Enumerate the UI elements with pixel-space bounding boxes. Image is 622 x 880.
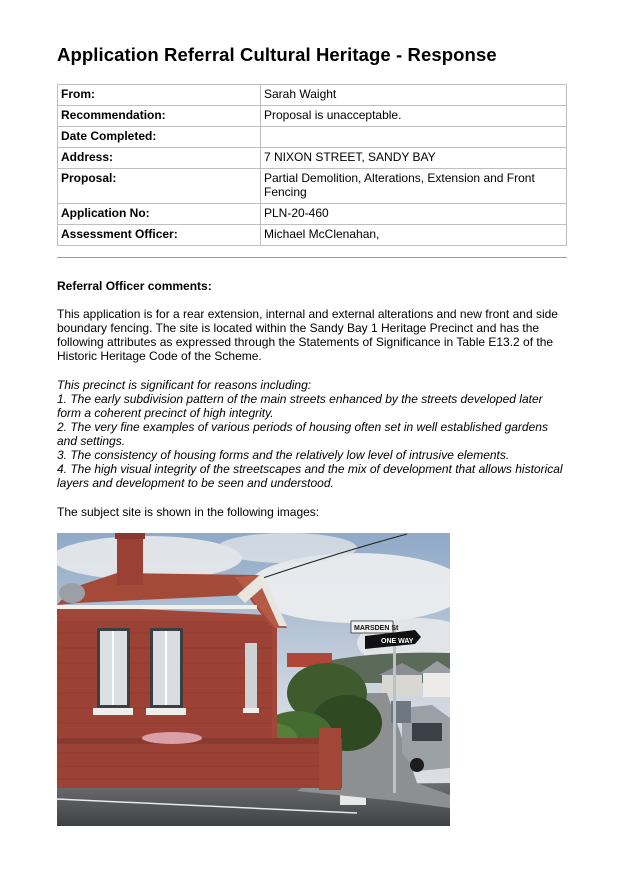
table-row xyxy=(58,225,567,246)
details-table xyxy=(57,84,567,246)
table-row xyxy=(58,106,567,127)
address-value: 7 NIXON STREET, SANDY BAY xyxy=(261,148,567,169)
table-row xyxy=(58,148,567,169)
images-intro: The subject site is shown in the following images: xyxy=(57,505,320,519)
from-label: From: xyxy=(58,85,261,106)
table-row xyxy=(58,85,567,106)
section-divider xyxy=(57,257,567,258)
proposal-label: Proposal: xyxy=(58,169,261,204)
table-row xyxy=(58,204,567,225)
site-photo xyxy=(57,533,450,826)
date-completed-label: Date Completed: xyxy=(58,127,261,148)
recommendation-value: Proposal is unacceptable. xyxy=(261,106,567,127)
significance-block xyxy=(57,378,569,490)
intro-paragraph: This application is for a rear extension, internal and external alterations and new front and side boundary fencing. The site is located within the Sandy Bay 1 Heritage Precinct and has the following attributes as expressed through the Statements of Significance in Table E13.2 of the Historic Heritage Code of the Scheme. xyxy=(57,307,558,363)
address-label: Address: xyxy=(58,148,261,169)
table-row xyxy=(58,169,567,204)
assessment-officer-label: Assessment Officer: xyxy=(58,225,261,246)
one-way-sign-text: ONE WAY xyxy=(381,638,414,645)
proposal-value: Partial Demolition, Alterations, Extension and Front Fencing xyxy=(261,169,567,204)
application-no-label: Application No: xyxy=(58,204,261,225)
list-item: 2. The very fine examples of various periods of housing often set in well established gardens and settings. xyxy=(57,420,548,448)
table-row xyxy=(58,127,567,148)
page-title: Application Referral Cultural Heritage - Response xyxy=(57,44,497,65)
street-sign-text: MARSDEN St xyxy=(354,625,399,632)
from-value: Sarah Waight xyxy=(261,85,567,106)
list-item: 4. The high visual integrity of the streetscapes and the mix of development that allows historical layers and development to be seen and understood. xyxy=(57,462,563,490)
significance-intro: This precinct is significant for reasons including: xyxy=(57,378,312,392)
list-item: 3. The consistency of housing forms and the relatively low level of intrusive elements. xyxy=(57,448,510,462)
assessment-officer-value: Michael McClenahan, xyxy=(261,225,567,246)
recommendation-label: Recommendation: xyxy=(58,106,261,127)
list-item: 1. The early subdivision pattern of the main streets enhanced by the streets developed later form a coherent precinct of high integrity. xyxy=(57,392,543,420)
date-completed-value xyxy=(261,127,567,148)
application-no-value: PLN-20-460 xyxy=(261,204,567,225)
comments-heading: Referral Officer comments: xyxy=(57,279,212,293)
